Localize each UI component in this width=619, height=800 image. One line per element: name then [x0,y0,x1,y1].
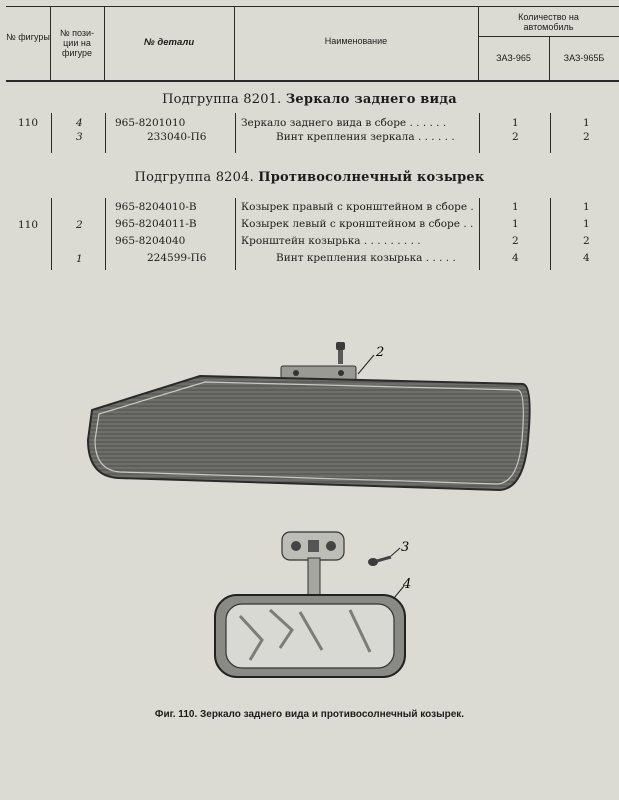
callout-2: 2 [376,345,385,360]
figure-number: 110 [18,219,39,231]
col-model-b-header: ЗАЗ-965Б [563,53,605,63]
table-header [6,6,619,82]
group-title [0,92,619,107]
visor-screw-icon [336,342,345,364]
qty-model-a: 2 [512,131,519,143]
col-model-a-header: ЗАЗ-965 [496,53,531,63]
mirror-screw-icon [368,557,391,566]
position-number: 2 [76,219,83,231]
qty-model-a: 1 [512,201,519,213]
qty-model-b: 1 [583,117,590,129]
column-rule [105,113,106,153]
column-rule [550,198,551,270]
qty-model-a: 4 [512,252,519,264]
sun-visor-icon [88,376,530,490]
column-rule [479,113,480,153]
figure-illustration [0,330,619,700]
part-name: Козырек правый с кронштейном в сборе . [241,201,474,213]
rearview-mirror-icon [215,595,405,677]
col-qty-line: автомобиль [523,22,574,32]
qty-model-b: 2 [583,131,590,143]
group-number: Подгруппа 8204. [134,170,254,185]
qty-model-a: 1 [512,117,519,129]
group-name: Противосолнечный козырек [258,170,485,185]
column-rule [51,198,52,270]
leader-line [391,548,400,556]
leader-line [358,355,374,374]
position-number: 3 [76,131,83,143]
col-qty-line: Количество на [518,12,579,22]
group-name: Зеркало заднего вида [285,92,457,107]
part-number: 965-8204011-В [115,218,197,230]
part-name: Винт крепления козырька . . . . . [276,252,456,264]
col-position-header [50,28,104,58]
figure-caption: Фиг. 110. Зеркало заднего вида и противосолнечный козырек. [154,709,465,720]
part-number: 965-8201010 [115,117,186,129]
part-number: 224599-П6 [147,252,207,264]
col-name-header: Наименование [324,36,388,46]
figure-number: 110 [18,117,39,129]
column-rule [105,198,106,270]
col-position-line: ции на [63,38,91,48]
column-rule [235,198,236,270]
position-number: 1 [76,253,83,265]
header-bottom-rule [6,80,619,82]
column-rule [479,198,480,270]
column-rule [51,113,52,153]
position-number: 4 [76,117,83,129]
part-number: 233040-П6 [147,131,207,143]
col-part-header: № детали [143,37,195,48]
callout-3: 3 [401,540,410,555]
col-position-line: № пози- [59,28,95,38]
qty-model-b: 1 [583,218,590,230]
part-name: Винт крепления зеркала . . . . . . [276,131,455,143]
qty-model-b: 2 [583,235,590,247]
part-name: Кронштейн козырька . . . . . . . . . [241,235,421,247]
col-position-line: фигуре [61,48,93,58]
header-top-rule [6,6,619,7]
group-number: Подгруппа 8201. [162,92,282,107]
mirror-mount-icon [282,532,344,598]
group-title [0,170,619,185]
part-name: Козырек левый с кронштейном в сборе . . [241,218,474,230]
qty-model-b: 1 [583,201,590,213]
part-number: 965-8204040 [115,235,186,247]
qty-model-a: 2 [512,235,519,247]
callout-4: 4 [403,577,412,592]
col-qty-header [478,12,619,32]
column-rule [235,113,236,153]
qty-model-b: 4 [583,252,590,264]
col-figure-header: № фигуры [6,32,50,42]
qty-model-a: 1 [512,218,519,230]
part-name: Зеркало заднего вида в сборе . . . . . . [241,117,447,129]
column-rule [550,113,551,153]
part-number: 965-8204010-В [115,201,197,213]
